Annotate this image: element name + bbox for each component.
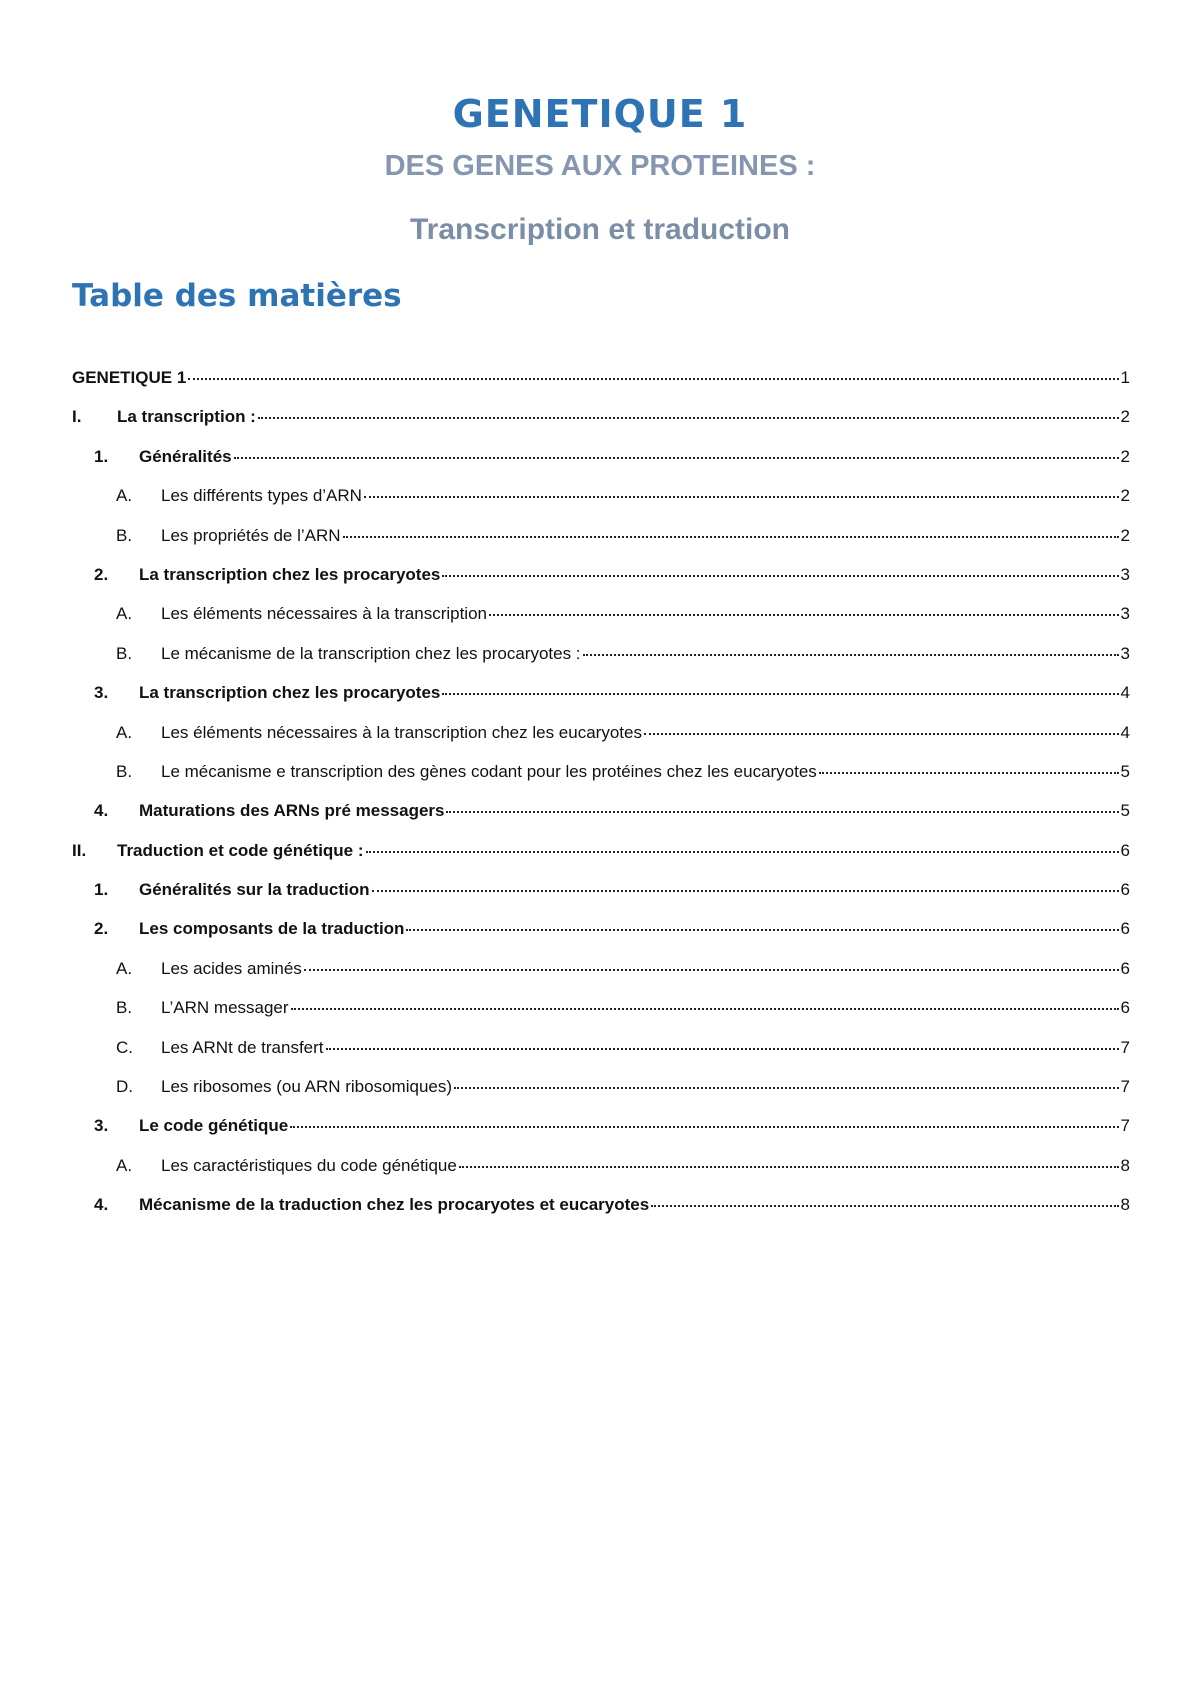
toc-entry-title: Les composants de la traduction [139,919,405,939]
toc-entry-page-number: 6 [1120,919,1130,939]
toc-dot-leader [343,535,1119,538]
toc-entry-page-number: 8 [1120,1155,1130,1175]
toc-dot-leader [406,928,1118,931]
toc-dot-leader [651,1204,1118,1207]
toc-entry-title: Les ARNt de transfert [161,1037,324,1057]
toc-entry-number: 3. [94,683,109,703]
toc-entry-number: A. [116,958,133,978]
toc-entry-number: 1. [94,446,109,466]
toc-entry-number: I. [72,407,82,427]
toc-entry-number: D. [116,1077,133,1097]
toc-entry[interactable] [72,447,1130,486]
toc-entry-title: Les éléments nécessaires à la transcription [161,604,487,624]
toc-entry-number: B. [116,998,133,1018]
toc-dot-leader [819,771,1119,774]
toc-entry-page-number: 6 [1120,880,1130,900]
toc-entry-number: A. [116,604,133,624]
toc-entry-number: B. [116,761,133,781]
toc-dot-leader [364,495,1119,498]
toc-dot-leader [290,1125,1118,1128]
toc-entry-title: Maturations des ARNs pré messagers [139,801,445,821]
toc-entry-number: II. [72,840,87,860]
toc-entry[interactable] [72,1077,1130,1116]
toc-entry[interactable] [72,683,1130,722]
toc-entry[interactable] [72,998,1130,1037]
toc-entry-page-number: 7 [1120,1037,1130,1057]
toc-entry-title: La transcription : [117,407,256,427]
toc-entry-number: B. [116,525,133,545]
toc-dot-leader [442,692,1118,695]
toc-dot-leader [454,1086,1119,1089]
document-subtitle-secondary: Transcription et traduction [409,213,791,246]
toc-entry-number: C. [116,1037,133,1057]
toc-entry[interactable] [72,959,1130,998]
table-of-contents [72,368,1130,1235]
toc-entry[interactable] [72,644,1130,683]
toc-entry-number: B. [116,643,133,663]
toc-entry[interactable] [72,801,1130,840]
toc-entry-page-number: 6 [1120,958,1130,978]
toc-entry[interactable] [72,526,1130,565]
toc-dot-leader [291,1007,1119,1010]
toc-dot-leader [258,416,1119,419]
toc-entry-page-number: 3 [1120,604,1130,624]
toc-entry-page-number: 1 [1120,368,1130,387]
toc-entry-title: La transcription chez les procaryotes [139,683,441,703]
toc-entry-title: Généralités sur la traduction [139,880,370,900]
toc-entry-page-number: 2 [1120,525,1130,545]
toc-entry-number: A. [116,1155,133,1175]
toc-entry-title: Les propriétés de l’ARN [161,525,341,545]
toc-entry-title: Généralités [139,446,232,466]
toc-dot-leader [188,377,1118,380]
toc-entry-page-number: 2 [1120,407,1130,427]
toc-entry-number: 4. [94,1195,109,1215]
toc-dot-leader [372,889,1119,892]
toc-entry-page-number: 6 [1120,998,1130,1018]
toc-entry[interactable] [72,1038,1130,1077]
toc-entry[interactable] [72,1195,1130,1234]
toc-dot-leader [644,732,1119,735]
toc-entry-title: Traduction et code génétique : [117,840,364,860]
toc-entry-number: 2. [94,919,109,939]
toc-entry-number: A. [116,486,133,506]
toc-entry[interactable] [72,919,1130,958]
toc-dot-leader [304,968,1119,971]
toc-dot-leader [442,574,1118,577]
toc-entry[interactable] [72,762,1130,801]
toc-entry-page-number: 3 [1120,643,1130,663]
document-subtitle: DES GENES AUX PROTEINES : [384,150,816,182]
toc-entry-title: Les acides aminés [161,958,302,978]
toc-entry-number: A. [116,722,133,742]
toc-entry[interactable] [72,1116,1130,1155]
toc-entry-title: Les ribosomes (ou ARN ribosomiques) [161,1077,453,1097]
toc-dot-leader [446,810,1118,813]
toc-entry-title: La transcription chez les procaryotes [139,564,441,584]
toc-entry[interactable] [72,604,1130,643]
toc-entry-page-number: 4 [1120,683,1130,703]
toc-entry-page-number: 6 [1120,840,1130,860]
toc-entry-page-number: 8 [1120,1195,1130,1215]
toc-entry-title: GENETIQUE 1 [72,368,187,387]
toc-entry[interactable] [72,407,1130,446]
toc-dot-leader [234,456,1119,459]
toc-entry[interactable] [72,841,1130,880]
toc-entry-page-number: 2 [1120,486,1130,506]
toc-entry-title: Mécanisme de la traduction chez les procaryotes et eucaryotes [139,1195,650,1215]
toc-entry-title: L’ARN messager [161,998,289,1018]
toc-dot-leader [583,653,1119,656]
toc-dot-leader [459,1165,1119,1168]
toc-entry-page-number: 7 [1120,1077,1130,1097]
toc-entry-title: Le mécanisme de la transcription chez les procaryotes : [161,643,581,663]
toc-entry-page-number: 3 [1120,564,1130,584]
toc-entry-number: 4. [94,801,109,821]
toc-entry[interactable] [72,1156,1130,1195]
toc-entry-title: Les caractéristiques du code génétique [161,1155,457,1175]
toc-entry-number: 2. [94,564,109,584]
toc-heading: Table des matières [72,278,402,314]
toc-entry-page-number: 7 [1120,1116,1130,1136]
toc-entry-title: Les différents types d’ARN [161,486,362,506]
toc-entry-number: 3. [94,1116,109,1136]
toc-dot-leader [366,850,1119,853]
toc-entry-title: Le mécanisme e transcription des gènes codant pour les protéines chez les eucaryotes [161,761,817,781]
toc-entry-title: Le code génétique [139,1116,289,1136]
toc-entry-page-number: 4 [1120,722,1130,742]
toc-entry-page-number: 5 [1120,801,1130,821]
toc-entry-number: 1. [94,880,109,900]
toc-entry[interactable] [72,723,1130,762]
toc-entry-page-number: 5 [1120,761,1130,781]
toc-dot-leader [326,1047,1119,1050]
toc-entry-title: Les éléments nécessaires à la transcription chez les eucaryotes [161,722,642,742]
toc-entry[interactable] [72,368,1130,407]
toc-entry[interactable] [72,486,1130,525]
document-title: GENETIQUE 1 [452,92,748,136]
toc-entry-page-number: 2 [1120,446,1130,466]
toc-entry[interactable] [72,565,1130,604]
toc-entry[interactable] [72,880,1130,919]
toc-dot-leader [489,613,1119,616]
